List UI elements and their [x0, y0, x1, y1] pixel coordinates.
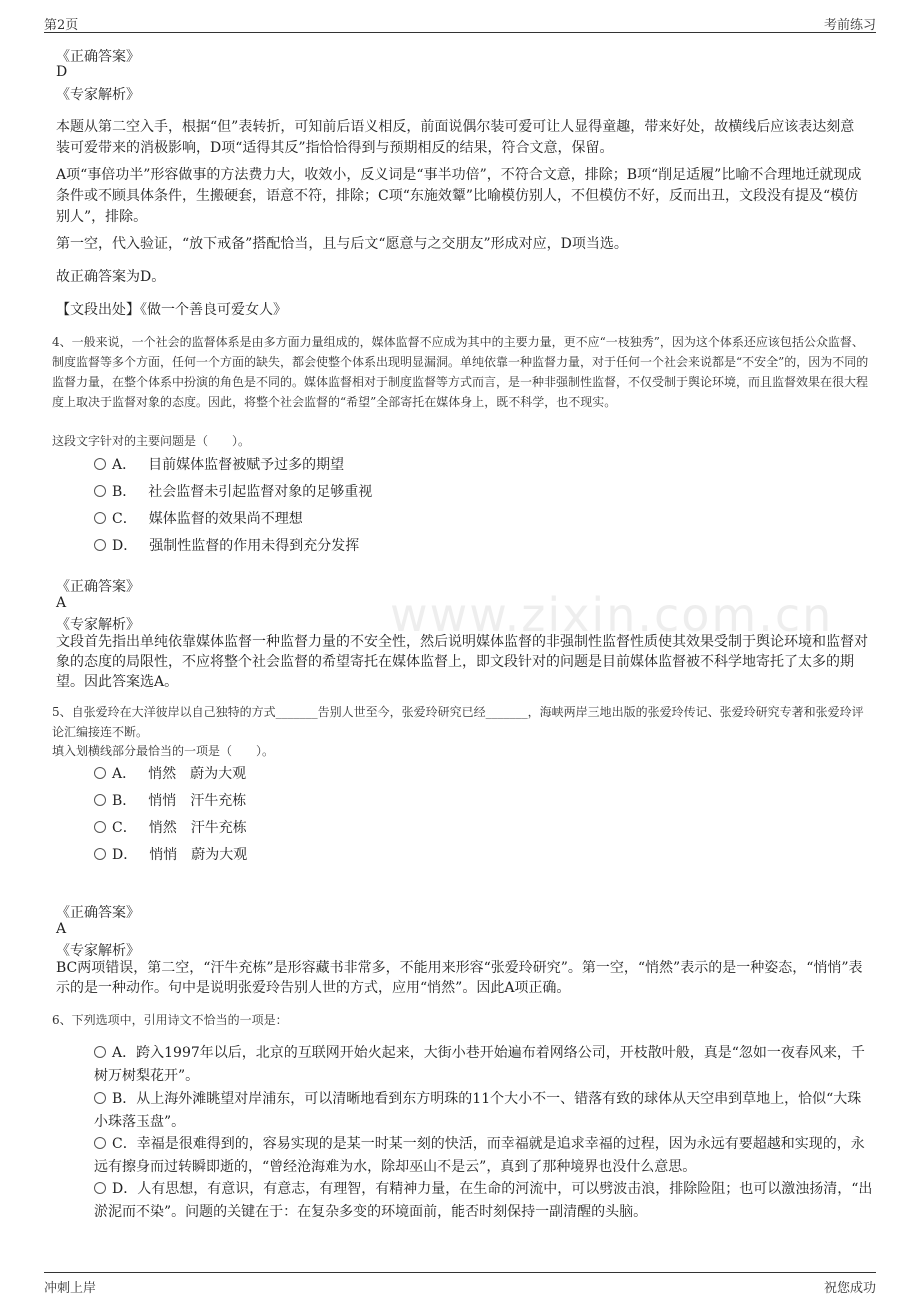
- option-d[interactable]: [94, 1178, 874, 1224]
- page-number: 第2页: [44, 18, 79, 33]
- option-b[interactable]: [94, 790, 246, 810]
- analysis-paragraph: 第一空，代入验证，“放下戒备”搭配恰当，且与后文“愿意与之交朋友”形成对应，D项当选。: [56, 236, 628, 252]
- option-text: 目前媒体监督被赋予过多的期望: [148, 457, 345, 473]
- option-letter: A．: [112, 457, 137, 473]
- option-letter: B．: [112, 1091, 137, 1107]
- radio-icon[interactable]: [94, 458, 106, 470]
- footer-right: 祝您成功: [823, 1281, 876, 1296]
- option-letter: D．: [112, 538, 138, 554]
- option-d[interactable]: [94, 535, 359, 555]
- analysis-label: 《专家解析》: [56, 617, 140, 633]
- option-a[interactable]: [94, 1042, 874, 1088]
- answer-label: 《正确答案》: [56, 49, 140, 65]
- option-text: 社会监督未引起监督对象的足够重视: [148, 484, 373, 500]
- analysis-paragraph: 文段首先指出单纯依靠媒体监督一种监督力量的不安全性，然后说明媒体监督的非强制性监督性质使其效果受制于舆论环境和监督对象的态度的局限性，不应将整个社会监督的希望寄托在媒体监督上，即文段针对的问题是目前媒体监督被不科学地寄托了太多的期望。因此答案选A。: [56, 634, 868, 690]
- radio-icon[interactable]: [94, 1182, 106, 1194]
- analysis-paragraph: BC两项错误，第二空，“汗牛充栋”是形容藏书非常多，不能用来形容“张爱玲研究”。第一空，“悄然”表示的是一种姿态，“悄悄”表示的是一种动作。句中是说明张爱玲告别人世的方式，应用“悄然”。因此A项正确。: [56, 960, 863, 996]
- option-text: 悄悄 汗牛充栋: [148, 793, 247, 809]
- question-stem: 5、自张爱玲在大洋彼岸以自己独特的方式_______告别人世至今，张爱玲研究已经_______，海峡两岸三地出版的张爱玲传记、张爱玲研究专著和张爱玲评论汇编接连不断。: [52, 705, 864, 739]
- option-letter: D．: [112, 847, 138, 863]
- header-title: 考前练习: [823, 18, 876, 33]
- source-citation: 【文段出处】《做一个善良可爱女人》: [56, 302, 287, 318]
- option-text: 悄然 蔚为大观: [148, 766, 247, 782]
- question-stem: 4、一般来说，一个社会的监督体系是由多方面力量组成的，媒体监督不应成为其中的主要力量，更不应“一枝独秀”，因为这个体系还应该包括公众监督、制度监督等多个方面，任何一个方面的缺失，都会使整个体系出现明显漏洞。单纯依靠一种监督力量，对于任何一个社会来说都是“不安全”的，因为不同的监督力量，在整个体系中扮演的角色是不同的。媒体监督相对于制度监督等方式而言，是一种非强制性监督，不仅受制于舆论环境，而且监督效果在很大程度上取决于监督对象的态度。因此，将整个社会监督的“希望”全部寄托在媒体身上，既不科学，也不现实。: [52, 335, 869, 409]
- option-letter: C．: [112, 511, 137, 527]
- radio-icon[interactable]: [94, 485, 106, 497]
- option-text: 从上海外滩眺望对岸浦东，可以清晰地看到东方明珠的11个大小不一、错落有致的球体从天空串到草地上，恰似“大珠小珠落玉盘”。: [94, 1091, 862, 1130]
- option-letter: B．: [112, 793, 137, 809]
- radio-icon[interactable]: [94, 848, 106, 860]
- page-header: [44, 12, 876, 33]
- option-letter: B．: [112, 484, 137, 500]
- radio-icon[interactable]: [94, 794, 106, 806]
- radio-icon[interactable]: [94, 1092, 106, 1104]
- option-letter: C．: [112, 1136, 137, 1152]
- question-prompt: 这段文字针对的主要问题是（ ）。: [52, 434, 251, 448]
- option-text: 跨入1997年以后，北京的互联网开始火起来，大街小巷开始遍布着网络公司，开枝散叶般，真是“忽如一夜春风来，千树万树梨花开”。: [94, 1045, 865, 1084]
- option-a[interactable]: [94, 454, 344, 474]
- radio-icon[interactable]: [94, 1046, 106, 1058]
- option-c[interactable]: [94, 1133, 874, 1179]
- option-b[interactable]: [94, 481, 372, 501]
- option-c[interactable]: [94, 508, 303, 528]
- option-text: 媒体监督的效果尚不理想: [148, 511, 303, 527]
- question-stem: 6、下列选项中，引用诗文不恰当的一项是：: [52, 1013, 288, 1027]
- analysis-label: 《专家解析》: [56, 87, 140, 103]
- watermark: www.zixin.com.cn: [390, 588, 834, 642]
- option-c[interactable]: [94, 817, 247, 837]
- option-b[interactable]: [94, 1088, 874, 1134]
- footer-left: 冲刺上岸: [44, 1281, 97, 1296]
- radio-icon[interactable]: [94, 767, 106, 779]
- option-letter: A．: [112, 1045, 137, 1061]
- option-a[interactable]: [94, 763, 246, 783]
- option-text: 人有思想，有意识，有意志，有理智，有精神力量，在生命的河流中，可以劈波击浪，排除险阻；也可以激浊扬清，“出淤泥而不染”。问题的关键在于：在复杂多变的环境面前，能否时刻保持一副清醒的头脑。: [94, 1181, 873, 1220]
- question-prompt: 填入划横线部分最恰当的一项是（ ）。: [52, 744, 275, 758]
- answer-label: 《正确答案》: [56, 905, 140, 921]
- page-footer: [44, 1272, 876, 1295]
- analysis-paragraph: 本题从第二空入手，根据“但”表转折，可知前后语义相反，前面说偶尔装可爱可让人显得童趣，带来好处，故横线后应该表达刻意装可爱带来的消极影响，D项“适得其反”指恰恰得到与预期相反的结果，符合文意，保留。: [56, 119, 855, 156]
- option-text: 悄然 汗牛充栋: [148, 820, 247, 836]
- option-text: 强制性监督的作用未得到充分发挥: [149, 538, 360, 554]
- option-text: 悄悄 蔚为大观: [149, 847, 248, 863]
- answer-label: 《正确答案》: [56, 579, 140, 595]
- answer-value: A: [56, 595, 67, 611]
- option-d[interactable]: [94, 844, 247, 864]
- radio-icon[interactable]: [94, 512, 106, 524]
- option-letter: D．: [112, 1181, 138, 1197]
- analysis-paragraph: A项“事倍功半”形容做事的方法费力大，收效小，反义词是“事半功倍”，不符合文意，排除；B项“削足适履”比喻不合理地迁就现成条件或不顾具体条件，生搬硬套，语意不符，排除；C项“东施效颦”比喻模仿别人，不但模仿不好，反而出丑，文段没有提及“模仿别人”，排除。: [56, 167, 862, 225]
- option-letter: A．: [112, 766, 137, 782]
- option-letter: C．: [112, 820, 137, 836]
- option-text: 幸福是很难得到的，容易实现的是某一时某一刻的快活，而幸福就是追求幸福的过程，因为永远有要超越和实现的，永远有擦身而过转瞬即逝的，“曾经沧海难为水，除却巫山不是云”，真到了那种境界也没什么意思。: [94, 1136, 865, 1175]
- answer-value: D: [56, 64, 68, 80]
- answer-value: A: [56, 921, 67, 937]
- analysis-paragraph: 故正确答案为D。: [56, 269, 166, 285]
- analysis-label: 《专家解析》: [56, 943, 140, 959]
- radio-icon[interactable]: [94, 539, 106, 551]
- radio-icon[interactable]: [94, 1137, 106, 1149]
- radio-icon[interactable]: [94, 821, 106, 833]
